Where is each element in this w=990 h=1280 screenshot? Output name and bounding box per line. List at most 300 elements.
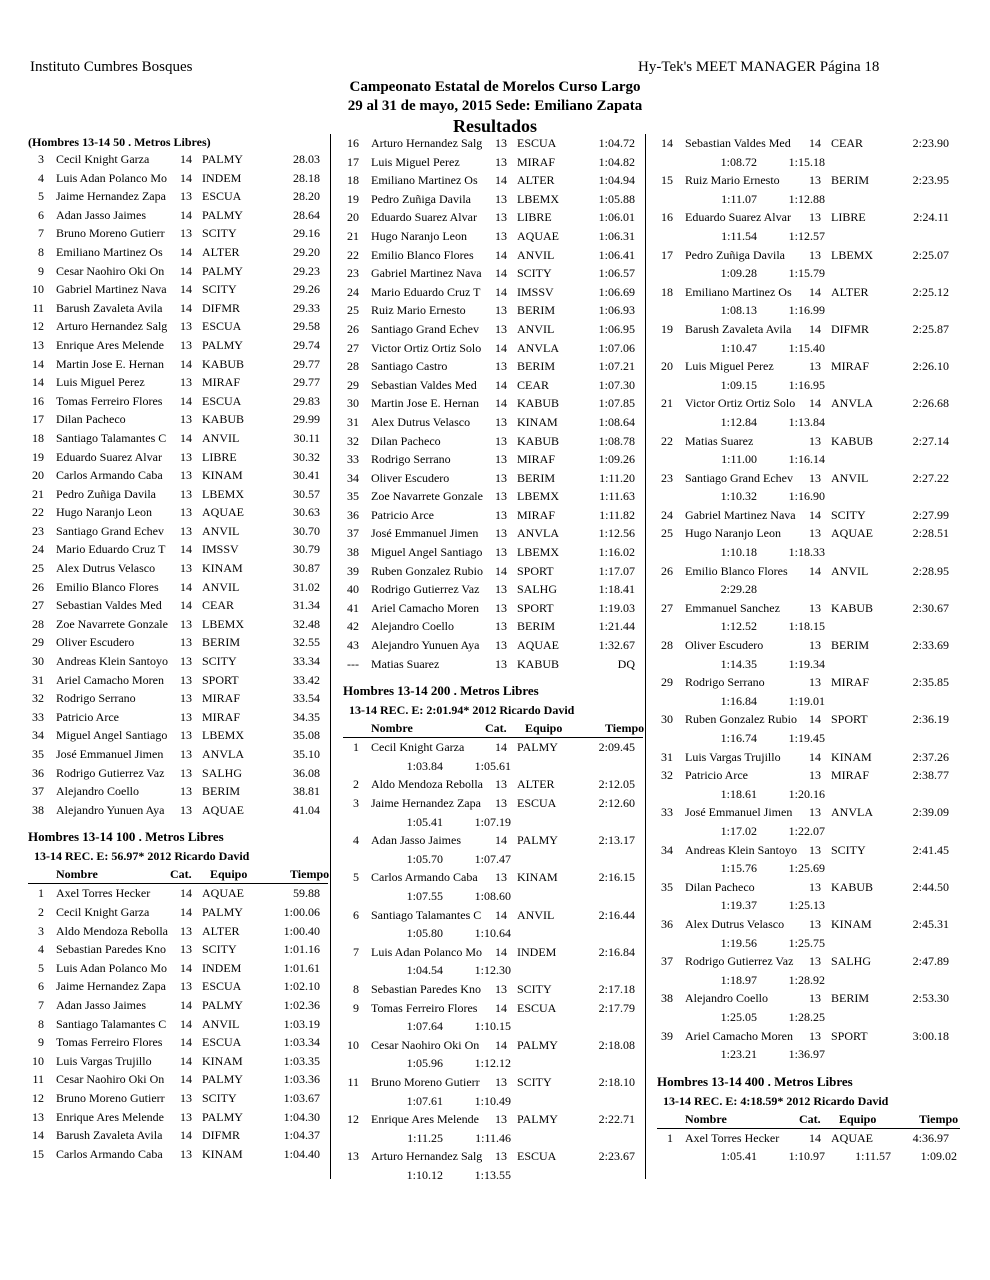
team: ANVIL: [202, 1016, 240, 1031]
result-row: [28, 485, 328, 504]
age: 14: [180, 579, 192, 594]
age: 13: [495, 638, 507, 653]
swimmer-name: Mario Eduardo Cruz T: [56, 542, 166, 557]
split-2: 1:18.15: [788, 619, 825, 634]
swimmer-name: Matias Suarez: [685, 433, 754, 448]
split-1: 1:07.64: [406, 1019, 443, 1034]
result-row: [657, 283, 960, 302]
team: ALTER: [831, 284, 869, 299]
final-time: 2:16.84: [598, 944, 635, 959]
age: 14: [180, 1016, 192, 1031]
age: 14: [809, 136, 821, 150]
place: 10: [32, 282, 44, 297]
split-4: 1:09.02: [920, 1149, 957, 1164]
split-2: 1:15.18: [788, 154, 825, 169]
age: 14: [180, 1072, 192, 1087]
team: MIRAF: [831, 768, 870, 783]
swimmer-name: Andreas Klein Santoyo: [685, 842, 797, 857]
split-2: 1:19.34: [788, 656, 825, 671]
swimmer-name: Dilan Pacheco: [371, 433, 441, 448]
swimmer-name: Eduardo Suarez Alvar: [371, 210, 477, 225]
team: ANVLA: [517, 526, 559, 541]
final-time: 2:12.60: [598, 796, 635, 810]
final-time: 2:26.68: [912, 396, 949, 411]
result-row: [28, 578, 328, 597]
swimmer-name: Luis Adan Polanco Mo: [56, 170, 167, 185]
age: 14: [180, 542, 192, 557]
split-2: 1:10.49: [474, 1093, 511, 1108]
final-time: 31.02: [293, 579, 320, 594]
col-time: Tiempo: [919, 1111, 959, 1126]
team: SCITY: [202, 942, 237, 957]
split-2: 1:12.12: [474, 1056, 511, 1071]
age: 13: [495, 228, 507, 243]
final-time: 2:24.11: [913, 210, 949, 225]
place: 29: [347, 377, 359, 392]
age: 13: [809, 600, 821, 615]
result-row: [28, 206, 328, 225]
place: 33: [661, 805, 673, 820]
swimmer-name: Zoe Navarrete Gonzale: [371, 489, 483, 504]
split-2: 1:11.46: [475, 1130, 511, 1145]
team: KINAM: [517, 870, 558, 885]
age: 14: [180, 356, 192, 371]
final-time: 1:06.69: [598, 284, 635, 299]
swimmer-name: Santiago Grand Echev: [56, 523, 164, 538]
swimmer-name: Adan Jasso Jaimes: [371, 833, 461, 848]
place: 13: [347, 1149, 359, 1164]
team: KINAM: [831, 916, 872, 931]
final-time: 29.77: [293, 356, 320, 371]
team: MIRAF: [831, 359, 870, 374]
split-times: [657, 543, 960, 562]
final-time: 38.81: [293, 784, 320, 799]
team: SCITY: [202, 654, 237, 669]
result-row: [28, 884, 328, 903]
team: ANVIL: [202, 430, 240, 445]
place: 28: [32, 616, 44, 631]
result-row: [657, 989, 960, 1008]
age: 13: [180, 1090, 192, 1105]
result-row: [343, 208, 643, 227]
place: 9: [38, 1035, 44, 1050]
final-time: 1:17.07: [598, 563, 635, 578]
place: 18: [661, 284, 673, 299]
team: SPORT: [831, 1028, 868, 1043]
result-row: [343, 562, 643, 581]
swimmer-name: Santiago Talamantes C: [56, 1016, 167, 1031]
final-time: 1:06.01: [598, 210, 635, 225]
result-row: [657, 432, 960, 451]
swimmer-name: Cesar Naohiro Oki On: [56, 1072, 165, 1087]
swimmer-name: Miguel Angel Santiago: [371, 545, 483, 560]
result-row: [343, 506, 643, 525]
final-time: 29.26: [293, 282, 320, 297]
final-time: 1:06.93: [598, 303, 635, 318]
result-row: [28, 959, 328, 978]
split-times: [657, 227, 960, 246]
age: 13: [495, 489, 507, 504]
split-1: 1:18.61: [720, 786, 757, 801]
place: 34: [661, 842, 673, 857]
team: AQUAE: [202, 505, 244, 520]
swimmer-name: Rodrigo Gutierrez Vaz: [56, 765, 165, 780]
age: 13: [809, 675, 821, 690]
place: 19: [32, 449, 44, 464]
swimmer-name: Martin Jose E. Hernan: [371, 396, 479, 411]
final-time: 1:00.06: [283, 904, 320, 919]
swimmer-name: Ruiz Mario Ernesto: [685, 173, 780, 188]
column-header: [28, 865, 328, 884]
swimmer-name: Emiliano Martinez Os: [56, 244, 163, 259]
split-1: 1:23.21: [720, 1047, 757, 1062]
final-time: 2:35.85: [912, 675, 949, 690]
team: SCITY: [517, 266, 552, 281]
place: 18: [347, 173, 359, 188]
team: PALMY: [202, 152, 243, 166]
team: AQUAE: [202, 802, 244, 817]
place: 28: [661, 638, 673, 653]
result-row: [343, 487, 643, 506]
col-name: Nombre: [685, 1111, 727, 1126]
split-2: 1:20.16: [788, 786, 825, 801]
final-time: 30.63: [293, 505, 320, 520]
final-time: 2:41.45: [912, 842, 949, 857]
split-2: 1:10.64: [474, 926, 511, 941]
final-time: 33.54: [293, 691, 320, 706]
result-row: [343, 1147, 643, 1166]
col-time: Tiempo: [605, 721, 645, 736]
col-cat: Cat.: [485, 721, 507, 736]
split-times: [343, 961, 643, 980]
final-time: 2:17.79: [598, 1000, 635, 1015]
place: 34: [347, 470, 359, 485]
final-time: 2:27.22: [912, 470, 949, 485]
place: 31: [32, 672, 44, 687]
age: 13: [495, 359, 507, 374]
swimmer-name: Rodrigo Gutierrez Vaz: [685, 954, 794, 969]
swimmer-name: Arturo Hernandez Salg: [56, 319, 168, 334]
final-time: 2:44.50: [912, 879, 949, 894]
swimmer-name: Martin Jose E. Hernan: [56, 356, 164, 371]
swimmer-name: Luis Miguel Perez: [56, 375, 145, 390]
result-row: [343, 543, 643, 562]
final-time: 30.11: [293, 430, 320, 445]
split-2: 1:13.84: [788, 414, 825, 429]
final-time: 28.20: [293, 189, 320, 204]
final-time: 2:33.69: [912, 638, 949, 653]
age: 13: [180, 319, 192, 334]
age: 14: [495, 1037, 507, 1052]
col-team: Equipo: [839, 1111, 877, 1126]
place: 35: [661, 879, 673, 894]
age: 13: [495, 545, 507, 560]
team: ESCUA: [202, 1035, 242, 1050]
age: 13: [180, 337, 192, 352]
swimmer-name: Oliver Escudero: [371, 470, 450, 485]
swimmer-name: Oliver Escudero: [685, 638, 764, 653]
result-row: [28, 1033, 328, 1052]
team: SALHG: [831, 954, 872, 969]
team: ANVIL: [831, 563, 869, 578]
age: 13: [180, 709, 192, 724]
swimmer-name: Pedro Zuñiga Davila: [56, 486, 156, 501]
split-2: 1:10.15: [474, 1019, 511, 1034]
swimmer-name: Eduardo Suarez Alvar: [685, 210, 791, 225]
final-time: 2:28.95: [912, 563, 949, 578]
col-team: Equipo: [525, 721, 563, 736]
place: 37: [347, 526, 359, 541]
place: 13: [32, 337, 44, 352]
age: 14: [180, 244, 192, 259]
final-time: 2:23.90: [912, 136, 949, 150]
spacer: [657, 1064, 960, 1072]
team: LBEMX: [202, 486, 244, 501]
team: INDEM: [202, 960, 242, 975]
result-row: [657, 673, 960, 692]
split-times: [657, 785, 960, 804]
place: 8: [38, 244, 44, 259]
place: 22: [32, 505, 44, 520]
swimmer-name: Bruno Moreno Gutierr: [371, 1074, 480, 1089]
team: KABUB: [202, 412, 245, 427]
place: 26: [661, 563, 673, 578]
swimmer-name: Ariel Camacho Moren: [371, 600, 479, 615]
split-2: 1:13.55: [474, 1167, 511, 1182]
place: 8: [353, 981, 359, 996]
team: KABUB: [517, 396, 560, 411]
team: ANVIL: [831, 470, 869, 485]
event-title: Hombres 13-14 100 . Metros Libres: [28, 829, 224, 845]
swimmer-name: Tomas Ferreiro Flores: [56, 393, 163, 408]
age: 13: [809, 247, 821, 262]
age: 13: [180, 486, 192, 501]
place: 20: [32, 468, 44, 483]
final-time: 1:01.16: [283, 942, 320, 957]
age: 13: [809, 842, 821, 857]
result-row: [343, 264, 643, 283]
swimmer-name: Rodrigo Serrano: [371, 452, 451, 467]
place: 29: [32, 635, 44, 650]
result-row: [343, 413, 643, 432]
result-row: [657, 710, 960, 729]
split-2: 1:12.57: [788, 228, 825, 243]
place: 7: [353, 944, 359, 959]
place: ---: [347, 656, 359, 671]
result-row: [28, 373, 328, 392]
final-time: 1:03.35: [283, 1053, 320, 1068]
split-times: [657, 822, 960, 841]
final-time: 33.42: [293, 672, 320, 687]
age: 14: [495, 740, 507, 755]
swimmer-name: Axel Torres Hecker: [56, 886, 151, 901]
age: 13: [495, 470, 507, 485]
final-time: 1:07.85: [598, 396, 635, 411]
result-row: [28, 150, 328, 169]
age: 13: [495, 1149, 507, 1164]
split-2: 1:28.92: [788, 972, 825, 987]
team: SCITY: [202, 282, 237, 297]
split-times: [657, 896, 960, 915]
split-times: [343, 757, 643, 776]
team: ANVIL: [517, 321, 555, 336]
final-time: 29.16: [293, 226, 320, 241]
age: 13: [495, 870, 507, 885]
col-cat: Cat.: [799, 1111, 821, 1126]
place: 23: [661, 470, 673, 485]
split-times: [657, 1045, 960, 1064]
split-1: 1:16.74: [720, 731, 757, 745]
split-times: [657, 1147, 960, 1166]
split-times: [657, 376, 960, 395]
age: 13: [180, 728, 192, 743]
age: 14: [180, 152, 192, 166]
header-left: Instituto Cumbres Bosques: [30, 59, 193, 75]
age: 13: [495, 619, 507, 634]
col-cat: Cat.: [170, 867, 192, 882]
split-1: 1:19.56: [720, 935, 757, 950]
final-time: 41.04: [293, 802, 320, 817]
final-time: 4:36.97: [912, 1130, 949, 1145]
split-2: 1:05.61: [474, 758, 511, 773]
team: MIRAF: [202, 691, 241, 706]
place: 38: [32, 802, 44, 817]
place: 20: [347, 210, 359, 225]
team: CEAR: [202, 598, 235, 613]
final-time: 2:23.95: [912, 173, 949, 188]
place: 34: [32, 728, 44, 743]
split-times: [657, 413, 960, 432]
age: 13: [495, 796, 507, 810]
swimmer-name: Enrique Ares Melende: [371, 1112, 479, 1127]
place: 3: [38, 152, 44, 166]
final-time: 29.83: [293, 393, 320, 408]
split-times: [657, 617, 960, 636]
result-row: [28, 1089, 328, 1108]
place: 23: [32, 523, 44, 538]
result-row: [343, 738, 643, 757]
split-1: 1:09.15: [720, 377, 757, 392]
age: 13: [809, 768, 821, 783]
result-row: [657, 599, 960, 618]
result-row: [343, 794, 643, 813]
final-time: 1:07.30: [598, 377, 635, 392]
result-row: [343, 134, 643, 153]
team: BERIM: [831, 638, 870, 653]
result-row: [343, 1036, 643, 1055]
swimmer-name: Alex Dutrus Velasco: [371, 414, 471, 429]
team: SPORT: [202, 672, 239, 687]
team: PALMY: [202, 263, 243, 278]
split-times: [657, 580, 960, 599]
team: KINAM: [202, 1053, 243, 1068]
final-time: 1:32.67: [598, 638, 635, 653]
swimmer-name: Zoe Navarrete Gonzale: [56, 616, 168, 631]
swimmer-name: Ariel Camacho Moren: [56, 672, 164, 687]
result-row: [657, 357, 960, 376]
team: MIRAF: [202, 709, 241, 724]
final-time: 2:23.67: [598, 1149, 635, 1164]
place: 40: [347, 582, 359, 597]
place: 15: [32, 1146, 44, 1161]
age: 13: [809, 991, 821, 1006]
age: 13: [180, 505, 192, 520]
result-row: [657, 1027, 960, 1046]
result-row: [657, 1129, 960, 1148]
result-row: [343, 999, 643, 1018]
team: ESCUA: [517, 796, 557, 810]
final-time: 2:39.09: [912, 805, 949, 820]
result-row: [28, 782, 328, 801]
final-time: 2:37.26: [912, 749, 949, 764]
place: 14: [661, 136, 673, 150]
age: 13: [180, 375, 192, 390]
split-times: [657, 934, 960, 953]
team: SPORT: [517, 563, 554, 578]
final-time: 1:04.30: [283, 1109, 320, 1124]
final-time: 33.34: [293, 654, 320, 669]
final-time: 2:16.44: [598, 907, 635, 922]
place: 22: [347, 247, 359, 262]
swimmer-name: Pedro Zuñiga Davila: [685, 247, 785, 262]
result-row: [28, 689, 328, 708]
swimmer-name: Emiliano Martinez Os: [371, 173, 478, 188]
result-row: [28, 336, 328, 355]
swimmer-name: Hugo Naranjo Leon: [685, 526, 781, 541]
final-time: 1:04.82: [598, 154, 635, 169]
split-times: [657, 1008, 960, 1027]
team: ANVLA: [202, 747, 244, 761]
place: 30: [32, 654, 44, 669]
swimmer-name: Matias Suarez: [371, 656, 440, 671]
swimmer-name: Cecil Knight Garza: [56, 904, 150, 919]
swimmer-name: Carlos Armando Caba: [371, 870, 478, 885]
result-row: [343, 636, 643, 655]
split-1: 1:10.12: [406, 1167, 443, 1182]
final-time: 31.34: [293, 598, 320, 613]
age: 13: [180, 747, 192, 761]
swimmer-name: Ariel Camacho Moren: [685, 1028, 793, 1043]
result-row: [28, 764, 328, 783]
place: 18: [32, 430, 44, 445]
age: 14: [495, 340, 507, 355]
team: ESCUA: [202, 393, 242, 408]
team: KABUB: [831, 433, 874, 448]
place: 32: [661, 768, 673, 783]
swimmer-name: Alejandro Yunuen Aya: [371, 638, 480, 653]
split-2: 1:36.97: [788, 1047, 825, 1062]
team: ANVIL: [202, 523, 240, 538]
swimmer-name: Enrique Ares Melende: [56, 1109, 164, 1124]
final-time: 1:03.36: [283, 1072, 320, 1087]
team: ANVIL: [517, 907, 555, 922]
split-1: 1:11.25: [407, 1130, 443, 1145]
place: 2: [38, 904, 44, 919]
place: 43: [347, 638, 359, 653]
split-1: 1:05.80: [406, 926, 443, 941]
place: 35: [347, 489, 359, 504]
team: INDEM: [202, 170, 242, 185]
swimmer-name: Victor Ortiz Ortiz Solo: [685, 396, 796, 411]
result-row: [28, 652, 328, 671]
final-time: 1:06.57: [598, 266, 635, 281]
age: 13: [180, 189, 192, 204]
team: ALTER: [517, 777, 555, 792]
split-times: [657, 301, 960, 320]
final-time: 2:13.17: [598, 833, 635, 848]
swimmer-name: Gabriel Martinez Nava: [371, 266, 482, 281]
final-time: 2:47.89: [912, 954, 949, 969]
